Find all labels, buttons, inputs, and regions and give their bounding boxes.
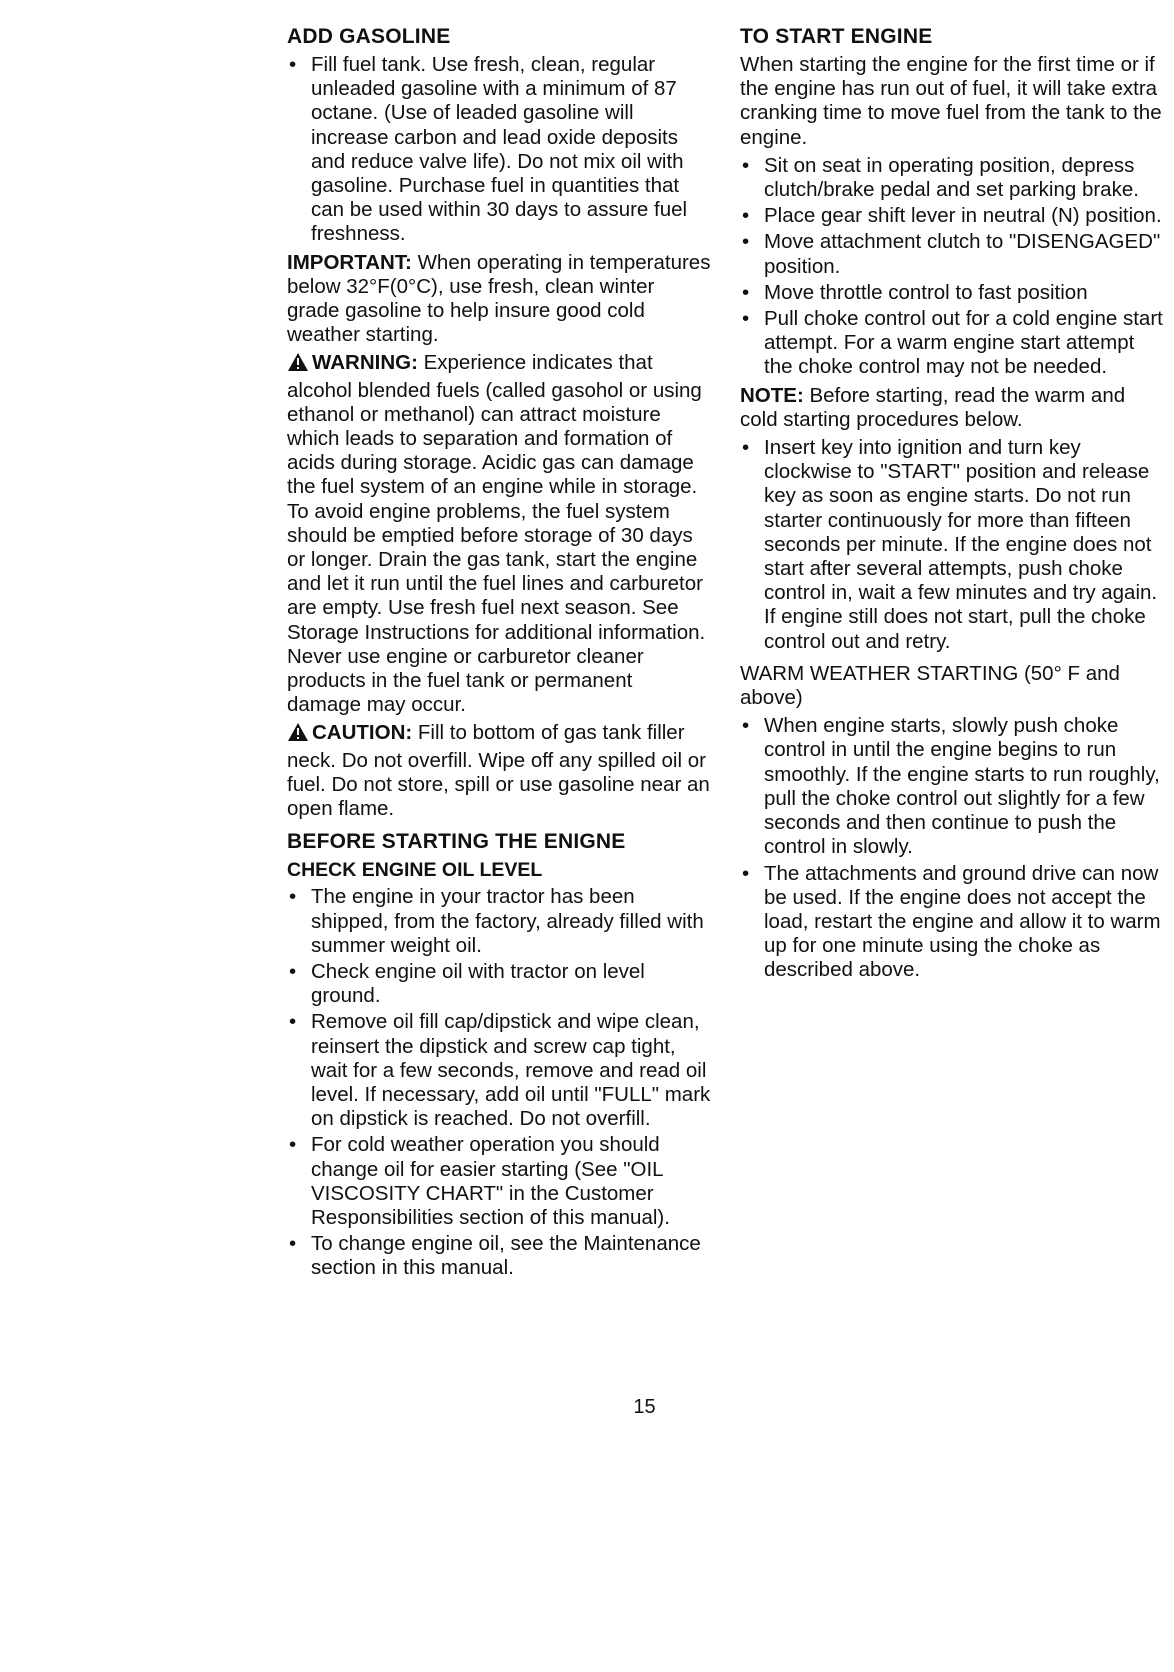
warning-text: Experience indicates that alcohol blended fuels (called gasohol or using ethanol or methanol) can attract moisture which leads to separation and formation of acids during storage. Acidic gas can damage the fuel system of an engine while in storage. To avoid engine problems, the fuel system should be emptied before storage of 30 days or longer. Drain the gas tank, start the engine and let it run until the fuel lines and carburetor are empty. Use fresh fuel next season. See Storage Instructions for additional information. Never use engine or carburetor cleaner products in the fuel tank or permanent damage may occur. [287, 351, 706, 717]
caution-paragraph [287, 721, 711, 821]
important-label: IMPORTANT: [287, 250, 412, 274]
list-item: • Remove oil fill cap/dipstick and wipe clean, reinsert the dipstick and screw cap tight, wait for a few seconds, remove and read oil level. If necessary, add oil until "FULL" mark on dipstick is reached. Do not overfill. [287, 1010, 711, 1131]
to-start-engine-heading: TO START ENGINE [740, 25, 933, 48]
list-item: • Insert key into ignition and turn key clockwise to "START" position and release key as soon as engine starts. Do not run starter continuously for more than fifteen seconds per minute. If the engine does not start after several attempts, push choke control in, wait a few minutes and try again. If engine still does not start, pull the choke control out and retry. [740, 436, 1165, 654]
add-gasoline-heading: ADD GASOLINE [287, 25, 451, 48]
important-paragraph [287, 251, 711, 348]
warning-label: WARNING: [312, 351, 418, 375]
list-item: • Check engine oil with tractor on level ground. [287, 960, 711, 1008]
list-item: • Place gear shift lever in neutral (N) position. [740, 204, 1165, 228]
list-item: • When engine starts, slowly push choke control in until the engine begins to run smoothly. If the engine starts to run roughly, pull the choke control out slightly for a few seconds and then continue to push the control in slowly. [740, 714, 1165, 859]
warning-paragraph [287, 351, 711, 717]
list-item: • Fill fuel tank. Use fresh, clean, regular unleaded gasoline with a minimum of 87 octane. (Use of leaded gasoline will increase carbon and lead oxide deposits and reduce valve life). Do not mix oil with gasoline. Purchase fuel in quantities that can be used within 30 days to assure fuel freshness. [287, 53, 711, 247]
warm-weather-list [740, 714, 1165, 982]
add-gasoline-list [287, 53, 711, 247]
start-intro: When starting the engine for the first time or if the engine has run out of fuel, it will take extra cranking time to move fuel from the tank to the engine. [740, 53, 1162, 149]
note-label: NOTE: [740, 383, 804, 407]
page-number: 15 [633, 1396, 656, 1418]
left-column [287, 24, 711, 1285]
caution-text: Fill to bottom of gas tank filler neck. Do not overfill. Wipe off any spilled oil or fuel. Do not store, spill or use gasoline near an open flame. [287, 721, 710, 821]
start-key-list [740, 436, 1165, 654]
list-item: • The engine in your tractor has been shipped, from the factory, already filled with summer weight oil. [287, 885, 711, 958]
list-item: • For cold weather operation you should change oil for easier starting (See "OIL VISCOSITY CHART" in the Customer Responsibilities section of this manual). [287, 1133, 711, 1230]
note-text: Before starting, read the warm and cold starting procedures below. [740, 383, 1126, 431]
start-steps-list [740, 154, 1165, 380]
list-item: • Move throttle control to fast position [740, 281, 1165, 305]
warm-weather-heading: WARM WEATHER STARTING (50° F and above) [740, 661, 1120, 710]
note-paragraph [740, 384, 1165, 432]
list-item: • To change engine oil, see the Maintenance section in this manual. [287, 1232, 711, 1280]
before-starting-heading: BEFORE STARTING THE ENIGNE [287, 830, 626, 854]
warning-triangle-icon [287, 352, 309, 378]
caution-label: CAUTION: [312, 721, 413, 745]
check-oil-list [287, 885, 711, 1280]
important-text: When operating in temperatures below 32°F(0°C), use fresh, clean winter grade gasoline to help insure good cold weather starting. [287, 250, 711, 347]
caution-triangle-icon [287, 722, 309, 748]
list-item: • The attachments and ground drive can now be used. If the engine does not accept the load, restart the engine and allow it to warm up for one minute using the choke as described above. [740, 862, 1165, 983]
check-oil-subheading: CHECK ENGINE OIL LEVEL [287, 859, 543, 882]
list-item: • Sit on seat in operating position, depress clutch/brake pedal and set parking brake. [740, 154, 1165, 202]
list-item: • Pull choke control out for a cold engine start attempt. For a warm engine start attempt the choke control may not be needed. [740, 307, 1165, 380]
list-item: • Move attachment clutch to "DISENGAGED" position. [740, 230, 1165, 278]
right-column [740, 24, 1165, 987]
